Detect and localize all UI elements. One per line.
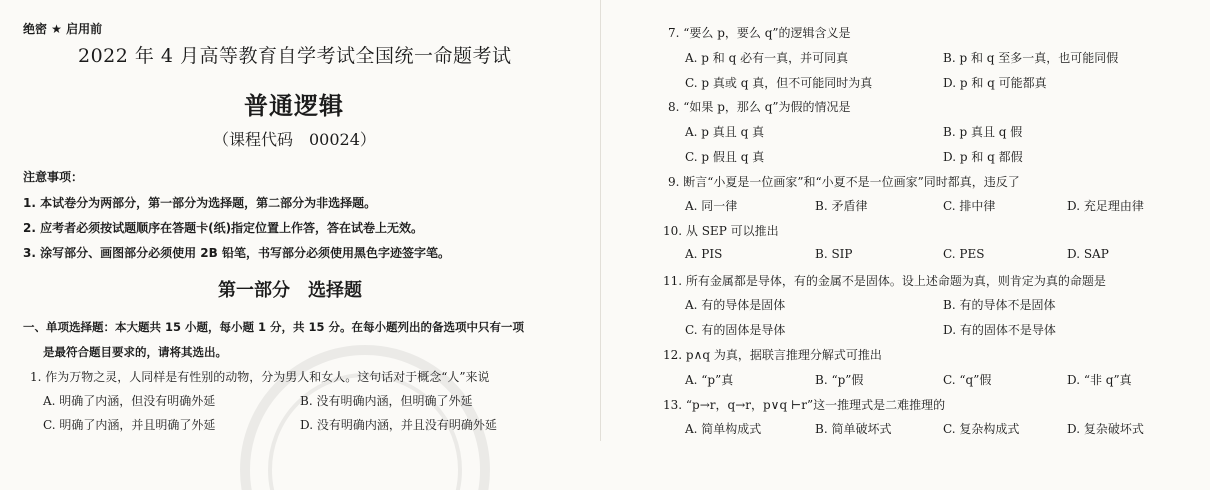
option-c: C. 明确了内涵，并且明确了外延 [43,418,216,432]
option-b: B. 简单破坏式 [815,422,892,436]
option-d: D. 复杂破坏式 [1067,422,1144,436]
question-stem: 7. “要么 p，要么 q”的逻辑含义是 [668,26,851,40]
option-d: D. 充足理由律 [1067,199,1144,213]
option-a: A. 同一律 [685,199,738,213]
option-c: C. “q”假 [943,373,992,387]
question-stem: 10. 从 SEP 可以推出 [663,224,779,238]
left-page [0,0,605,441]
course-code: （课程代码 00024） [213,130,376,149]
option-b: B. SIP [815,247,853,261]
option-d: D. p 和 q 可能都真 [943,76,1047,90]
option-c: C. p 真或 q 真，但不可能同时为真 [685,76,873,90]
right-page [605,0,1210,441]
question-stem: 11. 所有金属都是导体，有的金属不是固体。设上述命题为真，则肯定为真的命题是 [663,274,1106,288]
option-a: A. PIS [685,247,723,261]
option-d: D. 没有明确内涵，并且没有明确外延 [300,418,497,432]
question-stem: 12. p∧q 为真，据联言推理分解式可推出 [663,348,882,362]
option-c: C. PES [943,247,985,261]
part-title: 第一部分 选择题 [218,280,362,301]
option-b: B. 没有明确内涵，但明确了外延 [300,394,473,408]
option-d: D. 有的固体不是导体 [943,323,1056,337]
question-stem: 9. 断言“小夏是一位画家”和“小夏不是一位画家”同时都真，违反了 [668,175,1020,189]
confidential-mark: 绝密 ★ 启用前 [23,22,103,36]
option-d: D. SAP [1067,247,1109,261]
option-d: D. p 和 q 都假 [943,150,1023,164]
option-c: C. 排中律 [943,199,996,213]
option-a: A. “p”真 [685,373,734,387]
note-item: 1. 本试卷分为两部分，第一部分为选择题，第二部分为非选择题。 [23,196,377,210]
option-b: B. 矛盾律 [815,199,868,213]
option-d: D. “非 q”真 [1067,373,1132,387]
option-a: A. p 和 q 必有一真，并可同真 [685,51,849,65]
option-b: B. p 真且 q 假 [943,125,1023,139]
subject-title: 普通逻辑 [244,92,344,120]
option-c: C. 复杂构成式 [943,422,1020,436]
watermark-seal-icon [235,330,495,490]
question-stem: 13. “p→r，q→r，p∨q ⊢r”这一推理式是二难推理的 [663,398,946,412]
option-a: A. p 真且 q 真 [685,125,765,139]
exam-title: 2022 年 4 月高等教育自学考试全国统一命题考试 [78,45,512,67]
question-stem: 1. 作为万物之灵，人同样是有性别的动物，分为男人和女人。这句话对于概念“人”来说 [30,370,490,384]
option-a: A. 有的导体是固体 [685,298,786,312]
notes-heading: 注意事项： [23,170,84,184]
option-b: B. 有的导体不是固体 [943,298,1056,312]
option-b: B. p 和 q 至多一真，也可能同假 [943,51,1119,65]
option-a: A. 明确了内涵，但没有明确外延 [43,394,216,408]
section-instructions: 一、单项选择题：本大题共 15 小题，每小题 1 分，共 15 分。在每小题列出的备选项中只有一项 [23,320,525,334]
option-c: C. 有的固体是导体 [685,323,786,337]
note-item: 2. 应考者必须按试题顺序在答题卡(纸)指定位置上作答，答在试卷上无效。 [23,221,424,235]
option-a: A. 简单构成式 [685,422,762,436]
note-item: 3. 涂写部分、画图部分必须使用 2B 铅笔，书写部分必须使用黑色字迹签字笔。 [23,246,450,260]
question-stem: 8. “如果 p，那么 q”为假的情况是 [668,100,851,114]
option-c: C. p 假且 q 真 [685,150,765,164]
option-b: B. “p”假 [815,373,864,387]
section-instructions-cont: 是最符合题目要求的，请将其选出。 [43,345,227,359]
